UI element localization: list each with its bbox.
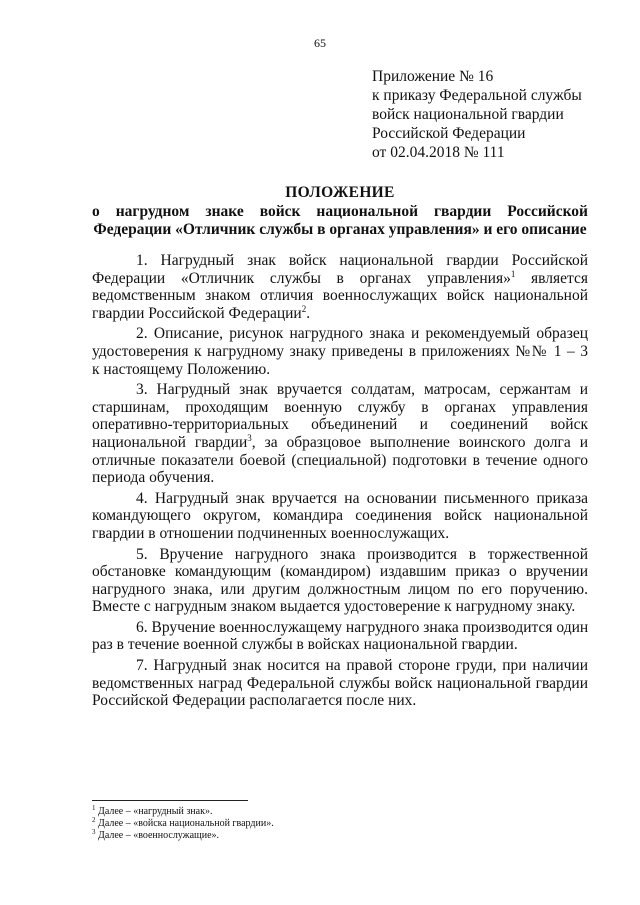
appendix-line: Российской Федерации xyxy=(372,125,526,142)
paragraph-line: отличные показатели боевой (специальной) подготовки в течение одного xyxy=(92,451,588,469)
paragraph-line: к настоящему Положению. xyxy=(92,360,271,378)
paragraph-line: Вместе с нагрудным знаком выдается удостоверение к нагрудному знаку. xyxy=(92,598,576,616)
paragraph-line: нагрудного знака, или другим должностным лицом по его поручению. xyxy=(92,580,588,598)
paragraph-line: 3. Нагрудный знак вручается солдатам, матросам, сержантам и xyxy=(136,381,588,399)
paragraph xyxy=(92,619,588,654)
footnote-text: Далее – «войска национальной гвардии». xyxy=(95,818,274,829)
paragraph xyxy=(92,381,588,487)
paragraph-line: командующего округом, командира соединения войск национальной xyxy=(92,507,588,525)
footnotes xyxy=(92,806,274,842)
paragraph-line: 7. Нагрудный знак носится на правой стороне груди, при наличии xyxy=(136,657,588,675)
paragraph-line: Российской Федерации располагается после них. xyxy=(92,692,417,710)
footnote-reference: 3 xyxy=(247,432,252,443)
paragraph-line: 1. Нагрудный знак войск национальной гвардии Российской xyxy=(136,252,588,269)
paragraph-line: 5. Вручение нагрудного знака производится в торжественной xyxy=(136,545,588,563)
footnote-text: Далее – «военнослужащие». xyxy=(95,830,220,841)
document-subtitle xyxy=(92,203,588,239)
paragraph-line: национальной гвардии$^3$, за образцовое выполнение воинского долга и xyxy=(92,432,589,451)
footnote-divider xyxy=(92,800,248,801)
paragraph-line: ведомственных наград Федеральной службы войск национальной гвардии xyxy=(92,674,588,692)
appendix-header xyxy=(372,67,582,162)
subtitle-line: Федерации «Отличник службы в органах управления» и его описание xyxy=(93,221,587,238)
paragraph-line: раз в течение военной службы в войсках национальной гвардии. xyxy=(92,636,518,654)
footnote-reference: 1 xyxy=(510,268,516,279)
paragraph-line: периода обучения. xyxy=(92,469,215,487)
paragraph-line: гвардии Российской Федерации$^2$. xyxy=(92,303,311,322)
appendix-line: войск национальной гвардии xyxy=(372,106,564,123)
paragraph xyxy=(92,657,588,710)
footnote-mark: 2 xyxy=(92,816,96,824)
paragraph xyxy=(92,252,588,322)
document-body xyxy=(92,252,588,713)
paragraph-line: обстановке командующим (командиром) издавшим приказ о вручении xyxy=(92,563,588,581)
paragraph-line: старшинам, проходящим военную службу в органах управления xyxy=(92,398,588,416)
footnote xyxy=(92,830,274,842)
document-title: ПОЛОЖЕНИЕ xyxy=(285,184,395,201)
appendix-line: Приложение № 16 xyxy=(372,68,494,85)
paragraph-line: удостоверения к нагрудному знаку приведены в приложениях №№ 1 – 3 xyxy=(92,342,588,360)
footnote-text: Далее – «нагрудный знак». xyxy=(95,806,213,817)
subtitle-line: о нагрудном знаке войск национальной гвардии Российской xyxy=(92,203,588,220)
appendix-line: от 02.04.2018 № 111 xyxy=(372,144,505,161)
paragraph-line: 6. Вручение военнослужащему нагрудного знака производится один xyxy=(136,618,589,636)
paragraph-line: ведомственным знаком отличия военнослужащих войск национальной xyxy=(92,287,588,305)
footnote-reference: 2 xyxy=(301,303,307,314)
paragraph-line: Федерации «Отличник службы в органах управления»$^1$ является xyxy=(92,268,588,287)
footnote-mark: 1 xyxy=(92,804,96,812)
paragraph xyxy=(92,490,588,543)
paragraph xyxy=(92,546,588,616)
appendix-line: к приказу Федеральной службы xyxy=(372,87,582,104)
footnote-mark: 3 xyxy=(92,828,96,836)
paragraph-line: оперативно-территориальных объединений и соединений войск xyxy=(92,416,588,434)
footnote xyxy=(92,806,274,818)
paragraph-line: гвардии в отношении подчиненных военнослужащих. xyxy=(92,524,450,542)
footnote xyxy=(92,818,274,830)
paragraph-line: 4. Нагрудный знак вручается на основании письменного приказа xyxy=(136,489,588,507)
paragraph xyxy=(92,325,588,378)
paragraph-line: 2. Описание, рисунок нагрудного знака и рекомендуемый образец xyxy=(136,325,588,343)
page-number: 65 xyxy=(314,36,326,50)
